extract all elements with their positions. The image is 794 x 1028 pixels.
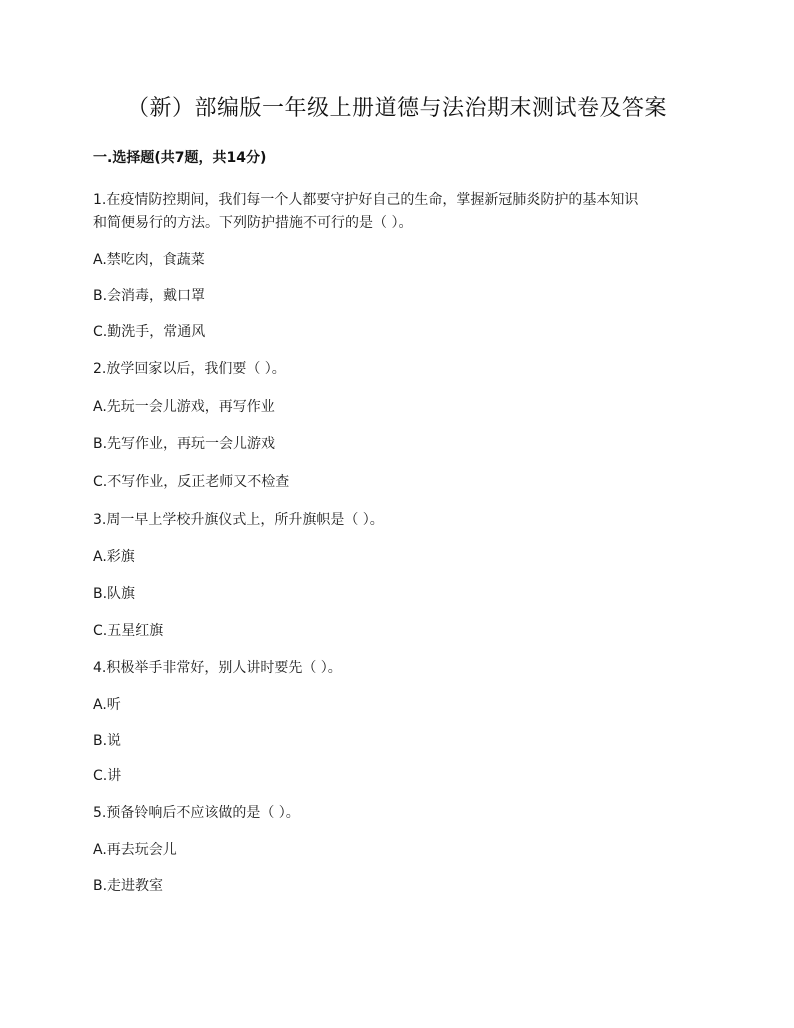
question-5-option-a: A.再去玩会儿 bbox=[93, 842, 177, 858]
question-4-option-c: C.讲 bbox=[93, 768, 122, 784]
question-2-option-a: A.先玩一会儿游戏，再写作业 bbox=[93, 399, 275, 415]
page-title: （新）部编版一年级上册道德与法治期末测试卷及答案 bbox=[126, 96, 667, 121]
question-3-option-b: B.队旗 bbox=[93, 586, 136, 602]
question-4-option-b: B.说 bbox=[93, 733, 122, 749]
question-1-option-c: C.勤洗手，常通风 bbox=[93, 324, 206, 340]
question-1-option-b: B.会消毒，戴口罩 bbox=[93, 288, 206, 304]
question-3-option-a: A.彩旗 bbox=[93, 549, 135, 565]
question-1-stem-line-2: 和简便易行的方法。下列防护措施不可行的是（ ）。 bbox=[93, 215, 413, 231]
question-1-stem-line-1: 1.在疫情防控期间，我们每一个人都要守护好自己的生命，掌握新冠肺炎防护的基本知识 bbox=[93, 192, 639, 208]
question-5-stem: 5.预备铃响后不应该做的是（ ）。 bbox=[93, 805, 300, 821]
question-2-option-c: C.不写作业，反正老师又不检查 bbox=[93, 474, 290, 490]
question-1-option-a: A.禁吃肉，食蔬菜 bbox=[93, 252, 205, 268]
question-3-option-c: C.五星红旗 bbox=[93, 623, 164, 639]
question-2-option-b: B.先写作业，再玩一会儿游戏 bbox=[93, 436, 276, 452]
question-4-option-a: A.听 bbox=[93, 697, 121, 713]
question-4-stem: 4.积极举手非常好，别人讲时要先（ ）。 bbox=[93, 660, 342, 676]
question-5-option-b: B.走进教室 bbox=[93, 878, 164, 894]
question-3-stem: 3.周一早上学校升旗仪式上，所升旗帜是（ ）。 bbox=[93, 512, 384, 528]
section-heading: 一.选择题(共7题，共14分) bbox=[93, 150, 267, 166]
question-2-stem: 2.放学回家以后，我们要（ ）。 bbox=[93, 361, 286, 377]
